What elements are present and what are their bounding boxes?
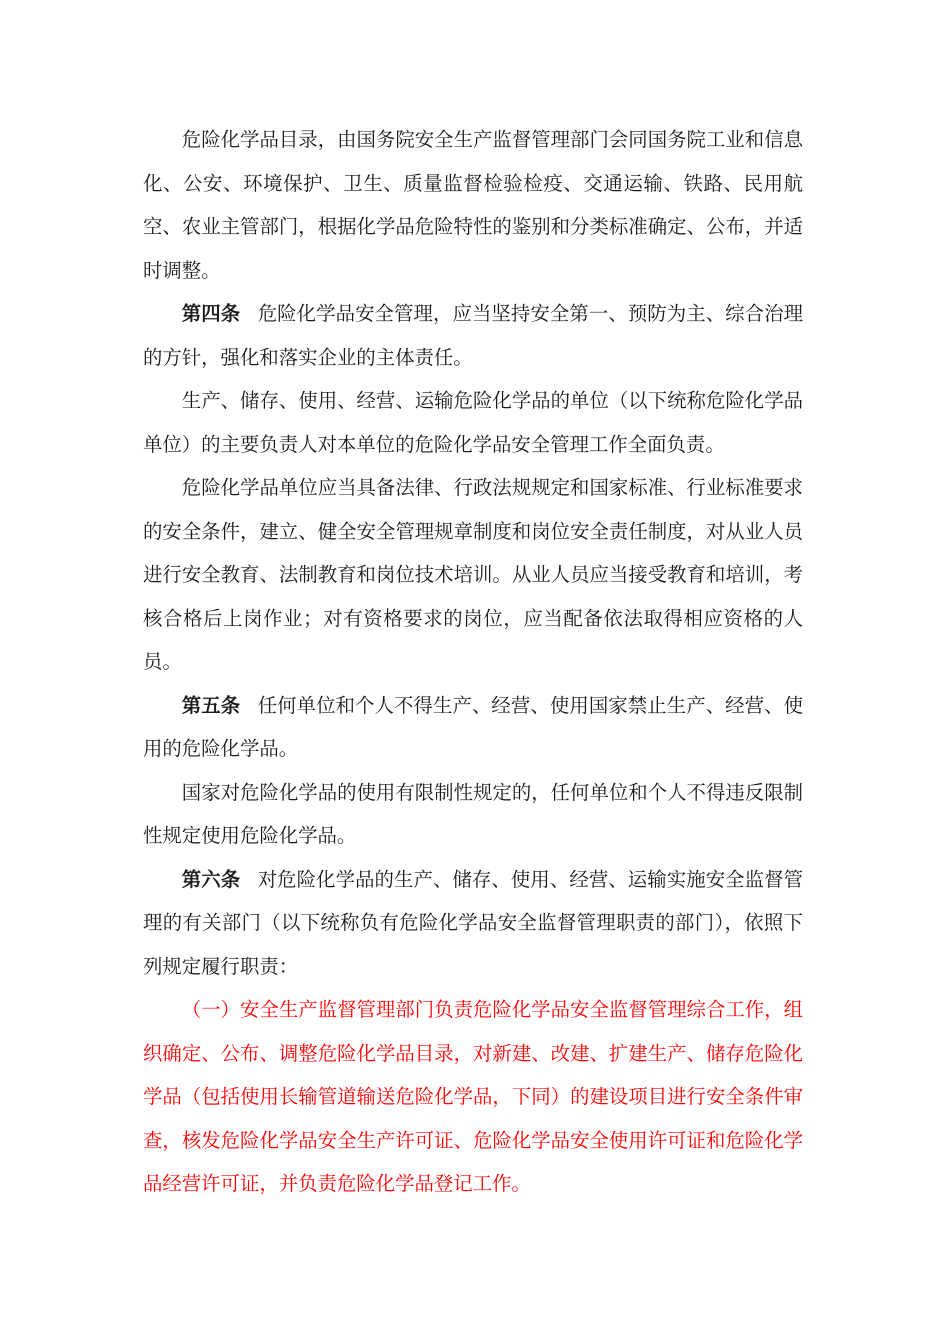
article-heading: 第五条 xyxy=(181,693,241,717)
paragraph-text: 国家对危险化学品的使用有限制性规定的，任何单位和个人不得违反限制性规定使用危险化学品。 xyxy=(143,780,803,847)
paragraph-item-1-highlighted xyxy=(143,988,803,1206)
paragraph-text: 对危险化学品的生产、储存、使用、经营、运输实施安全监督管理的有关部门（以下统称负有危险化学品安全监督管理职责的部门），依照下列规定履行职责： xyxy=(143,867,804,978)
document-body xyxy=(143,118,803,1206)
paragraph-article-4 xyxy=(143,292,803,379)
paragraph-text: 危险化学品目录，由国务院安全生产监督管理部门会同国务院工业和信息化、公安、环境保护、卫生、质量监督检验检疫、交通运输、铁路、民用航空、农业主管部门，根据化学品危险特性的鉴别和分类标准确定、公布，并适时调整。 xyxy=(143,128,803,282)
paragraph-article-6 xyxy=(143,858,803,989)
paragraph-text: 危险化学品单位应当具备法律、行政法规规定和国家标准、行业标准要求的安全条件，建立、健全安全管理规章制度和岗位安全责任制度，对从业人员进行安全教育、法制教育和岗位技术培训。从业人员应当接受教育和培训，考核合格后上岗作业；对有资格要求的岗位，应当配备依法取得相应资格的人员。 xyxy=(143,476,803,673)
paragraph-principal-responsibility xyxy=(143,379,803,466)
article-heading: 第四条 xyxy=(181,302,241,325)
paragraph-text: 生产、储存、使用、经营、运输危险化学品的单位（以下统称危险化学品单位）的主要负责人对本单位的危险化学品安全管理工作全面负责。 xyxy=(143,389,803,456)
paragraph-restricted-use xyxy=(143,771,803,858)
paragraph-safety-conditions xyxy=(143,466,803,684)
paragraph-text: 危险化学品安全管理，应当坚持安全第一、预防为主、综合治理的方针，强化和落实企业的主体责任。 xyxy=(143,302,804,369)
article-heading: 第六条 xyxy=(181,867,241,891)
paragraph-catalog xyxy=(143,118,803,292)
paragraph-article-5 xyxy=(143,684,803,771)
paragraph-text: 任何单位和个人不得生产、经营、使用国家禁止生产、经营、使用的危险化学品。 xyxy=(143,693,804,760)
paragraph-text: （一）安全生产监督管理部门负责危险化学品安全监督管理综合工作，组织确定、公布、调整危险化学品目录，对新建、改建、扩建生产、储存危险化学品（包括使用长输管道输送危险化学品，下同）的建设项目进行安全条件审查，核发危险化学品安全生产许可证、危险化学品安全使用许可证和危险化学品经营许可证，并负责危险化学品登记工作。 xyxy=(143,998,803,1195)
